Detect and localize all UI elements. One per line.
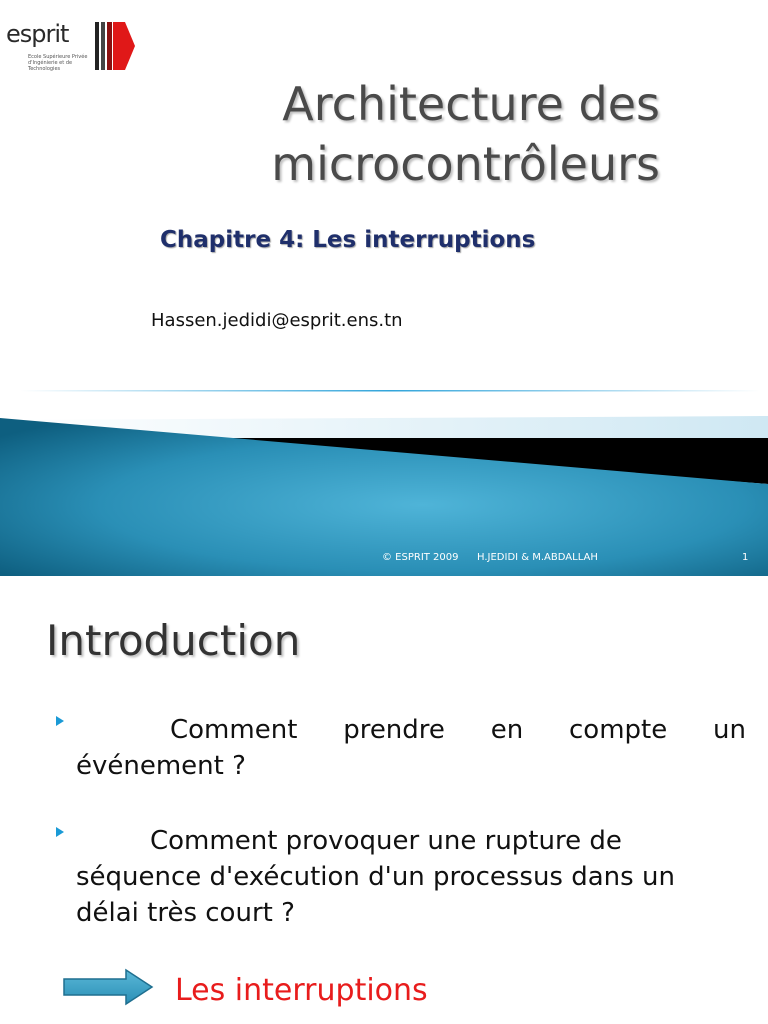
slide-title: Introduction: [46, 616, 301, 665]
title-line-2: microcontrôleurs: [271, 137, 660, 191]
conclusion-text: Les interruptions: [175, 973, 428, 1008]
footer-page-number: 1: [742, 552, 749, 563]
introduction-slide: [0, 576, 768, 1024]
bullet-item: [56, 712, 746, 784]
bullet-text: Comment prendre en compte un événement ?: [76, 715, 746, 781]
bullet-item: [56, 823, 746, 931]
logo-subtitle: Ecole Supérieure Privée d'Ingénierie et de Technologies: [28, 54, 88, 72]
title-line-1: Architecture des: [282, 77, 660, 131]
bullet-text-box: [76, 712, 746, 784]
author-email: Hassen.jedidi@esprit.ens.tn: [151, 310, 403, 331]
footer-copyright: © ESPRIT 2009: [382, 552, 459, 563]
triangle-bullet-icon: [56, 827, 64, 837]
esprit-logo: [0, 8, 140, 88]
bullet-text-box: [76, 823, 746, 931]
bullet-text: Comment provoquer une rupture de séquence d'exécution d'un processus dans un délai très court ?: [76, 826, 675, 928]
presentation-title: [210, 74, 660, 194]
right-arrow-icon: [62, 968, 156, 1006]
logo-wordmark: esprit: [6, 20, 69, 48]
decorative-banner: [0, 380, 768, 576]
chapter-subtitle: Chapitre 4: Les interruptions: [160, 227, 536, 253]
esprit-logo-mark-icon: [95, 22, 137, 70]
triangle-bullet-icon: [56, 716, 64, 726]
footer-authors: H.JEDIDI & M.ABDALLAH: [477, 552, 598, 563]
